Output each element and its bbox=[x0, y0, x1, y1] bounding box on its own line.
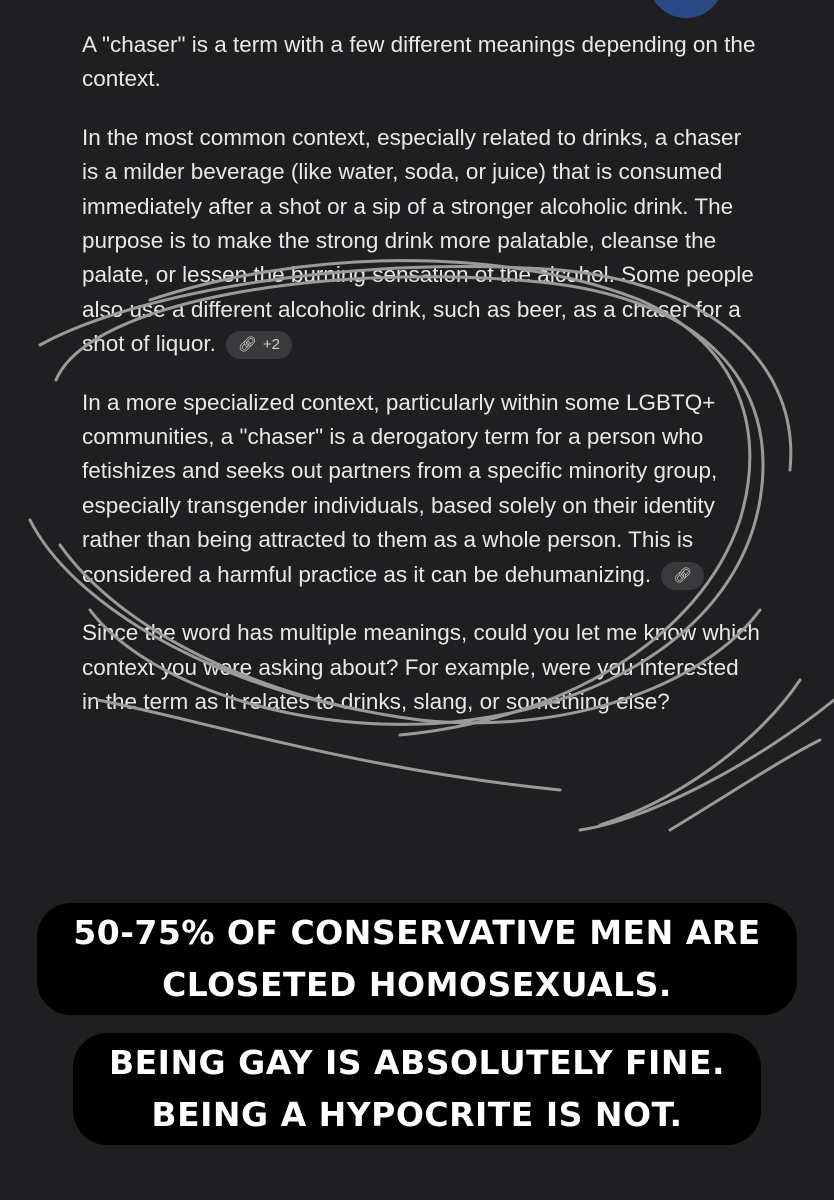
link-icon: 🔗︎ bbox=[673, 566, 693, 584]
response-paragraph-3 bbox=[82, 386, 762, 592]
source-count: +2 bbox=[262, 336, 280, 354]
response-paragraph-4: Since the word has multiple meanings, could you let me know which context you were asking about? For example, were you interested in the term as it relates to drinks, slang, or something else? bbox=[82, 620, 760, 714]
response-paragraph-2 bbox=[82, 121, 762, 362]
caption-2 bbox=[0, 1033, 834, 1145]
caption-2-line-2: BEING A HYPOCRITE IS NOT. bbox=[151, 1095, 683, 1134]
source-chip[interactable] bbox=[226, 331, 292, 359]
caption-1-line-2: CLOSETED HOMOSEXUALS. bbox=[162, 965, 672, 1004]
link-icon: 🔗︎ bbox=[237, 336, 257, 354]
response-paragraph-2-text: In the most common context, especially related to drinks, a chaser is a milder beverage (like water, soda, or juice) that is consumed immediately after a shot or a sip of a stronger alcoholic drink. The purpose is to make the strong drink more palatable, cleanse the palate, or lessen the burning sensation of the alcohol. Some people also use a different alcoholic drink, such as beer, as a chaser for a shot of liquor. bbox=[82, 124, 754, 357]
ai-response bbox=[82, 28, 762, 743]
user-avatar[interactable] bbox=[648, 0, 724, 18]
response-paragraph-3-text: In a more specialized context, particularly within some LGBTQ+ communities, a "chaser" is a derogatory term for a person who fetishizes and seeks out partners from a specific minority group, especially transgender individuals, based solely on their identity rather than being attracted to them as a whole person. This is considered a harmful practice as it can be dehumanizing. bbox=[82, 389, 718, 587]
caption-1 bbox=[0, 903, 834, 1015]
caption-1-line-1: 50-75% OF CONSERVATIVE MEN ARE bbox=[73, 913, 761, 952]
caption-2-line-1: BEING GAY IS ABSOLUTELY FINE. bbox=[108, 1043, 726, 1082]
response-paragraph-1: A "chaser" is a term with a few different meanings depending on the context. bbox=[82, 32, 756, 92]
caption-1-box bbox=[37, 903, 796, 1015]
source-chip-single[interactable] bbox=[661, 562, 704, 590]
caption-2-box bbox=[73, 1033, 761, 1145]
